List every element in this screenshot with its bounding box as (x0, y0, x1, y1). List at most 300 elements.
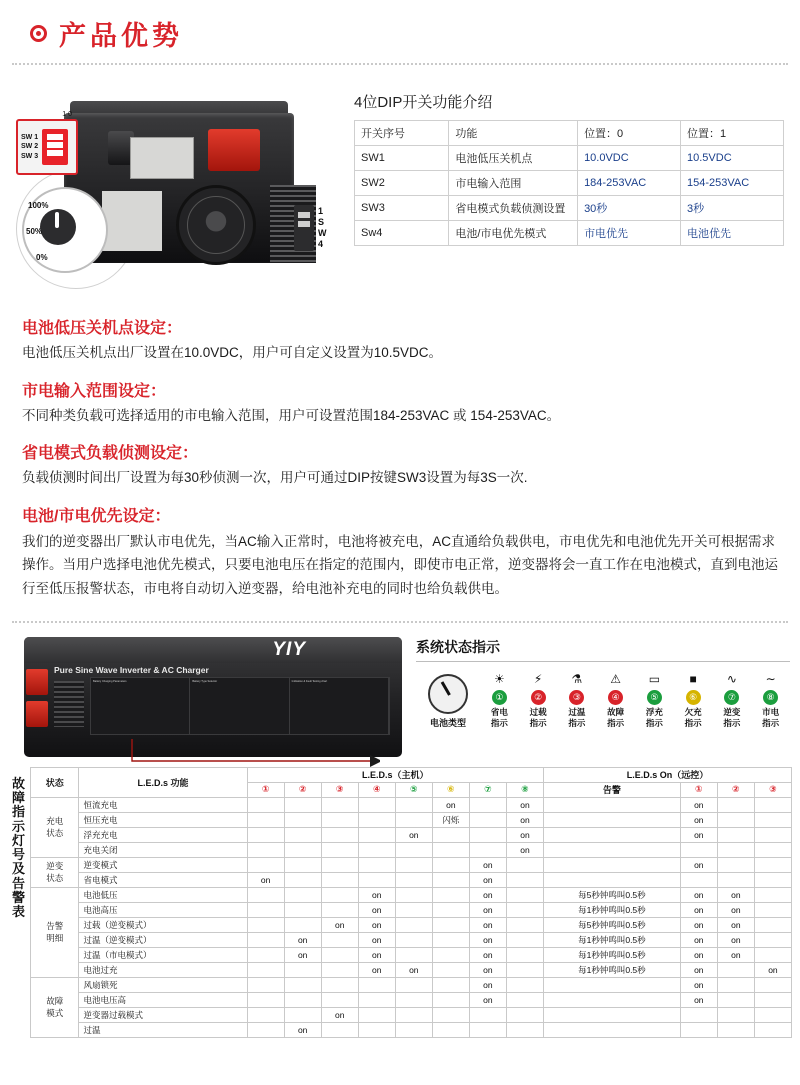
dip-cell-1-2: 184-253VAC (578, 171, 681, 196)
sw4-char-1: 1 (318, 205, 324, 216)
host-led-cell (358, 1007, 395, 1022)
led-label-1: 省电 指示 (490, 706, 508, 728)
fault-row-label: 省电模式 (79, 872, 247, 887)
vertical-title-char: 号 (11, 847, 26, 863)
sw4-char-w: W (318, 228, 327, 238)
sw4-char-4: 4 (318, 239, 324, 250)
host-led-cell (321, 902, 358, 917)
alarm-cell: 每5秒钟鸣叫0.5秒 (543, 917, 680, 932)
remote-led-cell (754, 812, 791, 827)
host-led-cell: on (358, 917, 395, 932)
host-led-cell (284, 842, 321, 857)
host-led-cell (284, 902, 321, 917)
led-number-6 (674, 688, 713, 707)
dip-cell-0-2: 10.0VDC (578, 146, 681, 171)
host-led-cell (432, 902, 469, 917)
host-led-cell (469, 842, 506, 857)
vertical-title-char: 灯 (11, 832, 26, 848)
dip-position-labels: 1 0 (62, 111, 72, 118)
alarm-cell: 每5秒钟鸣叫0.5秒 (543, 887, 680, 902)
led-label-7: 逆变 指示 (723, 706, 741, 728)
remote-led-cell: on (717, 887, 754, 902)
host-led-cell (469, 1022, 506, 1037)
battery-float-icon: ▭ (648, 671, 661, 686)
status-title: 系统状态指示 (416, 638, 500, 655)
host-led-cell (358, 872, 395, 887)
fault-table-block (0, 757, 800, 1054)
host-led-cell (321, 947, 358, 962)
dip-cell-3-3: 电池优先 (681, 221, 784, 246)
host-led-cell (395, 797, 432, 812)
host-led-cell (284, 887, 321, 902)
host-led-cell (247, 812, 284, 827)
host-led-cell (247, 1022, 284, 1037)
table-row (355, 171, 784, 196)
host-led-cell (395, 977, 432, 992)
host-led-cell (247, 902, 284, 917)
host-led-col-3: ③ (321, 782, 358, 797)
table-row (31, 977, 792, 992)
host-led-cell (469, 812, 506, 827)
led-badge-7: ⑦ (724, 690, 739, 705)
panel-card-col-1: Battery Type Selector (190, 678, 289, 734)
vertical-title-char: 表 (11, 904, 26, 920)
table-row (31, 947, 792, 962)
table-row (31, 1007, 792, 1022)
fault-row-label: 电池低压 (79, 887, 247, 902)
vertical-title-char: 障 (11, 789, 26, 805)
fault-row-label: 过温（市电模式） (79, 947, 247, 962)
fault-row-label: 逆变模式 (79, 857, 247, 872)
table-header-row (355, 121, 784, 146)
led-legend (480, 670, 790, 729)
alarm-cell: 每1秒钟鸣叫0.5秒 (543, 947, 680, 962)
host-led-cell: on (432, 797, 469, 812)
host-led-cell (321, 812, 358, 827)
host-led-cell: on (284, 947, 321, 962)
panel-card-col-2: Indication & Fault Testing chart (290, 678, 389, 734)
remote-led-cell (680, 1007, 717, 1022)
host-led-cell (247, 827, 284, 842)
remote-led-cell (754, 872, 791, 887)
host-led-col-5: ⑤ (395, 782, 432, 797)
host-led-cell (432, 992, 469, 1007)
alarm-cell (543, 842, 680, 857)
sw4-char-s: S (318, 216, 325, 227)
vertical-title-char: 指 (11, 804, 26, 820)
dip-cell-3-2: 市电优先 (578, 221, 681, 246)
remote-led-cell: on (680, 992, 717, 1007)
host-led-cell: on (469, 887, 506, 902)
host-led-cell (284, 917, 321, 932)
host-led-cell: on (469, 992, 506, 1007)
led-label-5: 浮充 指示 (645, 706, 663, 728)
knob-label-100: 100% (28, 201, 49, 210)
host-led-cell (358, 1022, 395, 1037)
host-led-cell: on (469, 962, 506, 977)
host-led-cell: on (321, 917, 358, 932)
table-row (31, 842, 792, 857)
remote-led-cell: on (680, 827, 717, 842)
host-led-cell (506, 902, 543, 917)
host-led-cell: on (469, 932, 506, 947)
led-number-2 (519, 688, 558, 707)
table-row (31, 992, 792, 1007)
remote-led-cell (717, 842, 754, 857)
alarm-cell (543, 857, 680, 872)
host-led-cell (321, 992, 358, 1007)
host-led-cell (506, 962, 543, 977)
host-led-cell (358, 827, 395, 842)
remote-led-cell (754, 797, 791, 812)
knob-label-50: 50% (26, 227, 43, 236)
dip-switch-graphic (42, 129, 68, 165)
remote-led-cell: on (680, 947, 717, 962)
host-led-cell: on (469, 902, 506, 917)
product-photo-block (16, 77, 346, 295)
dip-table-block (346, 77, 784, 295)
host-led-cell (321, 842, 358, 857)
dip-cell-0-1: 电池低压关机点 (449, 146, 578, 171)
host-led-cell (395, 947, 432, 962)
host-led-cell (395, 917, 432, 932)
host-led-cell (247, 992, 284, 1007)
host-led-cell: on (469, 917, 506, 932)
fault-row-label: 电池过充 (79, 962, 247, 977)
table-row (31, 827, 792, 842)
thermometer-icon: ⚗ (571, 671, 583, 686)
host-led-cell (358, 812, 395, 827)
host-led-cell: on (321, 1007, 358, 1022)
host-led-cell (506, 872, 543, 887)
dip-cell-0-3: 10.5VDC (681, 146, 784, 171)
vertical-title-char: 示 (11, 818, 26, 834)
host-led-col-1: ① (247, 782, 284, 797)
fault-row-label: 浮充充电 (79, 827, 247, 842)
host-led-cell (321, 977, 358, 992)
host-led-cell (247, 887, 284, 902)
explanation-section (0, 295, 800, 601)
dip-cell-0-0: SW1 (355, 146, 449, 171)
dip-label-sw3: SW 3 (21, 152, 39, 160)
fault-row-label: 恒压充电 (79, 812, 247, 827)
sw4-labels (318, 206, 327, 251)
knob-dial (40, 209, 76, 245)
table-row (31, 917, 792, 932)
host-led-cell (284, 977, 321, 992)
dip-header-0: 开关序号 (355, 121, 449, 146)
fault-row-label: 恒流充电 (79, 797, 247, 812)
host-led-cell (358, 857, 395, 872)
remote-led-cell (754, 887, 791, 902)
host-led-cell (321, 1022, 358, 1037)
remote-led-col-2: ② (717, 782, 754, 797)
fault-group-0: 充电 状态 (31, 797, 79, 857)
remote-led-cell: on (680, 962, 717, 977)
host-led-cell (506, 917, 543, 932)
host-led-cell (395, 1007, 432, 1022)
table-row (31, 812, 792, 827)
section-heading-1: 市电输入范围设定： (22, 382, 167, 400)
remote-led-cell (680, 872, 717, 887)
dip-cell-2-0: SW3 (355, 196, 449, 221)
host-led-cell (321, 797, 358, 812)
remote-led-cell: on (717, 932, 754, 947)
host-led-cell (284, 1007, 321, 1022)
section-body-2: 负载侦测时间出厂设置为每30秒侦测一次，用户可通过DIP按键SW3设置为每3S一次. (22, 470, 528, 486)
alarm-cell (543, 977, 680, 992)
alarm-cell: 每1秒钟鸣叫0.5秒 (543, 962, 680, 977)
host-led-cell (506, 992, 543, 1007)
remote-led-cell (754, 857, 791, 872)
led-badge-3: ③ (569, 690, 584, 705)
status-rule (416, 661, 790, 662)
dip-header-1: 功能 (449, 121, 578, 146)
fault-group-2: 告警 明细 (31, 887, 79, 977)
led-badge-6: ⑥ (686, 690, 701, 705)
fault-row-label: 逆变器过载模式 (79, 1007, 247, 1022)
remote-led-cell (754, 932, 791, 947)
host-led-cell (506, 977, 543, 992)
dip-label-sw1: SW 1 (21, 133, 39, 141)
host-led-cell (321, 962, 358, 977)
host-led-cell (432, 977, 469, 992)
side-label (102, 191, 162, 251)
host-led-cell (395, 902, 432, 917)
fault-row-label: 过温 (79, 1022, 247, 1037)
panel-info-card (90, 677, 390, 735)
host-led-cell (395, 932, 432, 947)
host-led-cell (321, 857, 358, 872)
remote-led-cell (717, 857, 754, 872)
remote-led-cell (717, 797, 754, 812)
host-led-cell (358, 977, 395, 992)
inverter-icon: ∿ (726, 671, 737, 686)
panel-top-shell (24, 637, 402, 663)
host-led-cell (321, 932, 358, 947)
dip-switch-callout (16, 111, 78, 175)
host-led-cell (284, 812, 321, 827)
remote-led-cell (717, 1007, 754, 1022)
battery-low-icon: ■ (689, 671, 697, 686)
remote-led-cell: on (680, 857, 717, 872)
header-remote: L.E.D.s On（远控） (543, 767, 791, 782)
remote-led-cell (680, 842, 717, 857)
host-led-cell (469, 797, 506, 812)
dip-header-3: 位置：1 (681, 121, 784, 146)
remote-led-cell: on (680, 812, 717, 827)
led-label-4: 故障 指示 (607, 706, 625, 728)
section-body-0: 电池低压关机点出厂设置在10.0VDC，用户可自定义设置为10.5VDC。 (22, 345, 443, 360)
led-badge-4: ④ (608, 690, 623, 705)
front-panel-block (10, 637, 410, 757)
host-led-cell (432, 857, 469, 872)
led-number-4 (596, 688, 635, 707)
battery-type-knob[interactable] (416, 670, 480, 729)
cooling-fan (176, 185, 256, 265)
host-led-cell (432, 842, 469, 857)
host-led-cell: 闪烁 (432, 812, 469, 827)
led-number-3 (558, 688, 597, 707)
led-number-7 (713, 688, 752, 707)
remote-led-cell (717, 992, 754, 1007)
dip-cell-2-3: 3秒 (681, 196, 784, 221)
dip-cell-1-0: SW2 (355, 171, 449, 196)
host-led-cell (284, 827, 321, 842)
led-number-row (480, 688, 790, 707)
fault-group-3: 故障 模式 (31, 977, 79, 1037)
dip-header-2: 位置：0 (578, 121, 681, 146)
host-led-cell (432, 887, 469, 902)
host-led-cell: on (469, 947, 506, 962)
table-row (31, 857, 792, 872)
remote-led-col-1: ① (680, 782, 717, 797)
host-led-cell (284, 857, 321, 872)
sw4-callout (294, 197, 340, 259)
host-led-cell (506, 857, 543, 872)
host-led-cell (247, 917, 284, 932)
host-led-cell (432, 1007, 469, 1022)
fault-row-label: 风扇锁死 (79, 977, 247, 992)
host-led-cell (358, 797, 395, 812)
alarm-cell: 每1秒钟鸣叫0.5秒 (543, 932, 680, 947)
host-led-cell: on (284, 932, 321, 947)
remote-led-cell: on (680, 932, 717, 947)
table-row (355, 146, 784, 171)
dip-cell-1-1: 市电输入范围 (449, 171, 578, 196)
host-led-cell: on (358, 932, 395, 947)
host-led-cell: on (506, 812, 543, 827)
host-led-col-4: ④ (358, 782, 395, 797)
section-body-3: 我们的逆变器出厂默认市电优先，当AC输入正常时，电池将被充电，AC直通给负载供电，市电优先和电池优先开关可根据需求操作。当用户选择电池优先模式，只要电池电压在指定的范围内，即使市电正常，逆变器将会一直工作在电池模式，直到电池运行至低压报警状态，市电将自动切入逆变器，给电池补充电的同时也给负载供电。 (22, 533, 778, 597)
charge-current-knob-callout (22, 187, 108, 273)
battery-type-dial[interactable] (428, 674, 468, 714)
dip-switch-names (21, 133, 38, 161)
host-led-cell: on (506, 842, 543, 857)
alarm-cell (543, 827, 680, 842)
host-led-cell (284, 992, 321, 1007)
remote-led-cell (717, 827, 754, 842)
host-led-cell: on (506, 827, 543, 842)
header-alarm: 告警 (543, 782, 680, 797)
host-led-cell: on (247, 872, 284, 887)
brand-logo: YIY (272, 638, 306, 660)
page-header (12, 0, 788, 65)
host-led-cell: on (469, 857, 506, 872)
host-led-cell (506, 947, 543, 962)
led-badge-8: ⑧ (763, 690, 778, 705)
header-host: L.E.D.s（主机） (247, 767, 543, 782)
bulb-icon: ☀ (493, 671, 505, 686)
host-led-cell (321, 872, 358, 887)
host-led-cell (247, 947, 284, 962)
remote-led-cell: on (717, 902, 754, 917)
remote-led-cell: on (754, 962, 791, 977)
led-label-6: 欠充 指示 (684, 706, 702, 728)
remote-led-cell (717, 977, 754, 992)
led-number-1 (480, 688, 519, 707)
host-led-cell (432, 872, 469, 887)
host-led-cell: on (358, 962, 395, 977)
sw4-switch-graphic (294, 205, 314, 251)
header-state: 状态 (31, 767, 79, 797)
callout-arrow (130, 737, 380, 777)
remote-led-cell (717, 1022, 754, 1037)
alarm-cell (543, 992, 680, 1007)
remote-led-cell (754, 947, 791, 962)
vertical-title-char: 及 (11, 861, 26, 877)
led-name-row (480, 707, 790, 729)
remote-led-cell (754, 1007, 791, 1022)
host-led-cell: on (358, 902, 395, 917)
host-led-cell (432, 962, 469, 977)
remote-led-col-3: ③ (754, 782, 791, 797)
host-led-cell (469, 827, 506, 842)
led-label-8: 市电 指示 (762, 706, 780, 728)
spec-label (130, 137, 194, 179)
host-led-cell (358, 992, 395, 1007)
battery-type-label: 电池类型 (429, 717, 466, 728)
host-led-cell (506, 932, 543, 947)
remote-led-cell: on (680, 977, 717, 992)
table-row (31, 902, 792, 917)
dip-cell-3-1: 电池/市电优先模式 (449, 221, 578, 246)
fault-group-1: 逆变 状态 (31, 857, 79, 887)
fault-row-label: 电池高压 (79, 902, 247, 917)
fault-table-vertical-title (8, 767, 30, 1038)
host-led-cell (395, 857, 432, 872)
section-body-1: 不同种类负载可选择适用的市电输入范围，用户可设置范围184-253VAC 或 154-253VAC。 (22, 407, 561, 423)
fault-row-label: 充电关闭 (79, 842, 247, 857)
host-led-cell (247, 1007, 284, 1022)
section-heading-3: 电池/市电优先设定： (22, 507, 171, 525)
dip-cell-3-0: Sw4 (355, 221, 449, 246)
host-led-cell (469, 1007, 506, 1022)
host-led-cell (432, 947, 469, 962)
remote-led-cell (754, 1022, 791, 1037)
bullet-icon (30, 25, 47, 42)
host-led-cell (284, 962, 321, 977)
host-led-cell (395, 887, 432, 902)
host-led-cell (506, 1022, 543, 1037)
table-row (31, 932, 792, 947)
host-led-col-7: ⑦ (469, 782, 506, 797)
dip-cell-2-1: 省电模式负载侦测设置 (449, 196, 578, 221)
host-led-cell (247, 797, 284, 812)
host-led-cell (284, 872, 321, 887)
table-row (31, 797, 792, 812)
host-led-cell: on (506, 797, 543, 812)
led-label-2: 过载 指示 (529, 706, 547, 728)
table-row (31, 1022, 792, 1037)
led-label-3: 过温 指示 (568, 706, 586, 728)
table-row (31, 962, 792, 977)
host-led-cell (432, 917, 469, 932)
dip-function-table (354, 120, 784, 246)
status-indicator-block (410, 637, 790, 757)
dip-cell-1-3: 154-253VAC (681, 171, 784, 196)
alarm-cell (543, 797, 680, 812)
vertical-title-char: 告 (11, 875, 26, 891)
host-led-cell (395, 812, 432, 827)
led-number-8 (751, 688, 790, 707)
alarm-cell (543, 1007, 680, 1022)
fault-indicator-table (30, 767, 792, 1038)
remote-led-cell (717, 812, 754, 827)
alarm-cell (543, 812, 680, 827)
host-led-cell (321, 827, 358, 842)
host-led-cell (247, 962, 284, 977)
